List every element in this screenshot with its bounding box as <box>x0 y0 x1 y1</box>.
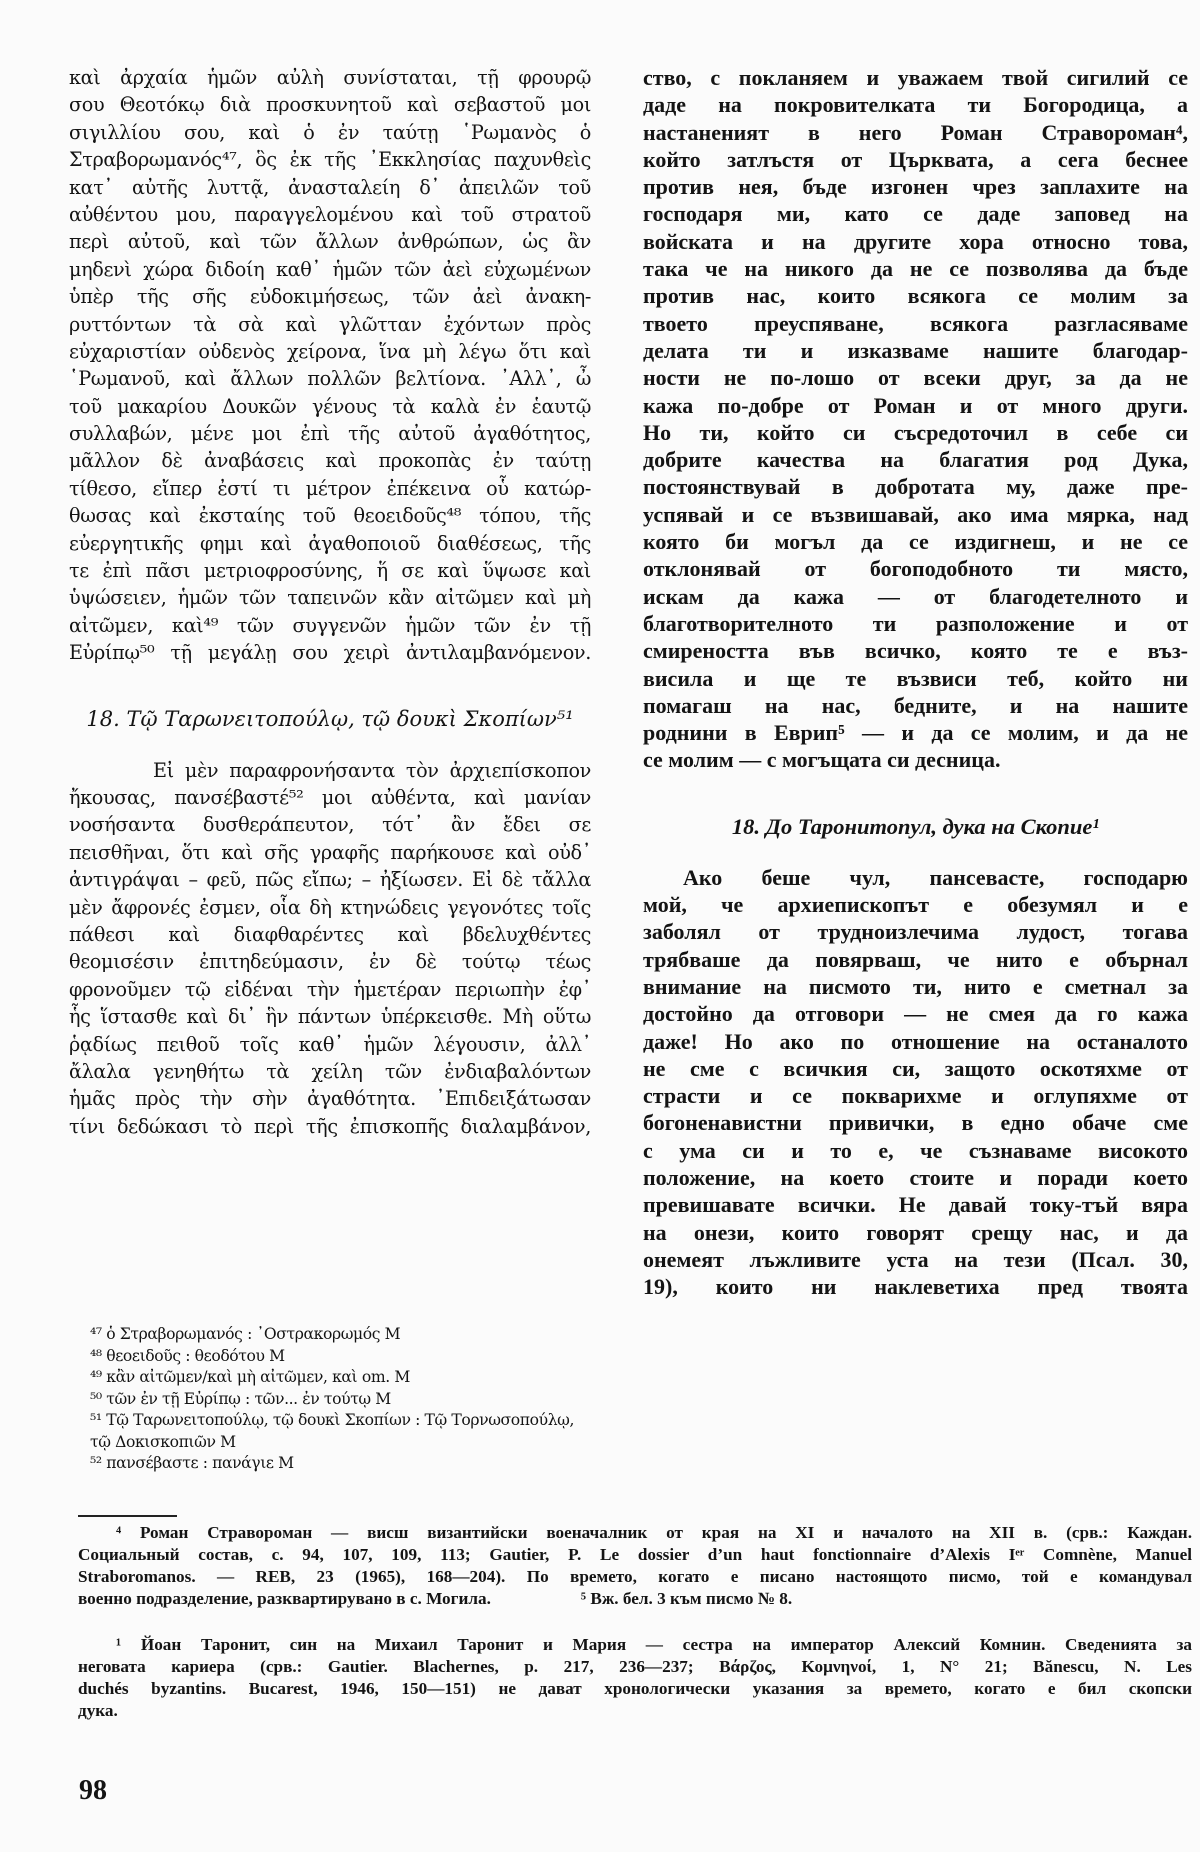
footnote-line: ¹ Йоан Таронит, син на Михаил Таронит и Мария — сестра на император Алексий Комнин. Сведенията за <box>116 1635 1192 1654</box>
text-line: даже! Но ако по отношение на останалото <box>643 1028 1188 1054</box>
text-line: εὐεργητικῆς φημι καὶ ἀγαθοποιοῦ διαθέσεως, τῆς <box>69 531 591 555</box>
apparatus-entry: ⁴⁹ κἂν αἰτῶμεν/καὶ μὴ αἰτῶμεν, καὶ om. M <box>90 1368 410 1386</box>
text-line: Но ти, който си съсредоточил в себе си <box>643 419 1188 445</box>
text-line: страсти и се покварихме и оглупяхме от <box>643 1083 1188 1109</box>
footnote-5: ⁵ Вж. бел. 3 към писмо № 8. <box>580 1589 793 1608</box>
greek-letter-body <box>69 757 591 1140</box>
text-line: отклонявай от богоподобното ти място, <box>643 556 1188 582</box>
greek-section-heading: 18. Τῷ Ταρωνειτοπούλῳ, τῷ δουκὶ Σκοπίων⁵¹ <box>86 706 574 731</box>
text-line: благотворителното ти разположение и от <box>643 610 1188 636</box>
bulgarian-column <box>643 64 1188 1300</box>
text-line: господаря ми, като се даде заповед на <box>643 201 1188 227</box>
text-line: 19), които ни наклеветиха пред твоята <box>643 1274 1188 1300</box>
text-line: τε ἐπὶ πᾶσι μετριοφροσύνης, ἥ σε καὶ ὕψωσε καὶ <box>69 559 591 583</box>
text-line: σου Θεοτόκῳ διὰ προσκυνητοῦ καὶ σεβαστοῦ μοι <box>69 93 591 117</box>
bulgarian-letter-body <box>643 864 1188 1301</box>
text-line: θωσας καὶ ἐκσταίης τοῦ θεοειδοῦς⁴⁸ τόπου, τῆς <box>69 504 591 528</box>
footnote-line <box>78 1588 1192 1610</box>
text-line: кажа по-добре от Роман и от много други. <box>643 392 1188 418</box>
bulgarian-section-heading: 18. До Таронитопул, дука на Скопие¹ <box>731 813 1100 839</box>
text-line: смиреността във всичко, която те е въз- <box>643 638 1188 664</box>
footnote-line: Straboromanos. — REB, 23 (1965), 168—204). По времето, когато е писано настоящото писмо, той е командувал <box>78 1567 1192 1586</box>
text-line: мой, че архиепископът е обезумял и е <box>643 892 1188 918</box>
text-line: αἰτῶμεν, καὶ⁴⁹ τῶν συγγενῶν ἡμῶν τῶν ἐν τῇ <box>69 613 591 637</box>
text-line: θεομισέσιν ἐπιτηδεύμασιν, ἐν δὲ τούτῳ τέως <box>69 950 591 974</box>
text-line: Εὐρίπῳ⁵⁰ τῇ μεγάλῃ σου χειρὶ ἀντιλαμβανόμενον. <box>69 641 591 665</box>
text-line: ὑψώσειεν, ἡμῶν τῶν ταπεινῶν κἂν αἰτῶμεν καὶ μὴ <box>69 586 591 610</box>
text-line: κατ᾿ αὐτῆς λυττᾷ, ἀνασταλείη δ᾿ ἀπειλῶν τοῦ <box>69 175 591 199</box>
page-number: 98 <box>79 1775 107 1806</box>
bulgarian-continuation <box>643 64 1188 774</box>
text-line: превишавате всички. Не давай току-тъй вяра <box>643 1192 1188 1218</box>
text-line: αὐθέντου μου, παραγγελομένου καὶ τοῦ στρατοῦ <box>69 202 591 226</box>
apparatus-entry: ⁵² πανσέβαστε : πανάγιε M <box>90 1454 294 1472</box>
text-line: πάθεσι καὶ διαφθαρέντες καὶ βδελυχθέντες <box>69 922 591 946</box>
footnote-line: дука. <box>78 1701 118 1720</box>
text-line: εὐχαριστίαν οὐδενὸς χείρονα, ἵνα μὴ λέγω ὅτι καὶ <box>69 339 591 363</box>
text-line: πεισθῆναι, ὅτι καὶ σῆς γραφῆς παρήκουσε καὶ οὐδ᾿ <box>69 840 591 864</box>
text-line: положение, на което стоите и поради което <box>643 1164 1188 1190</box>
footnote-line: ⁴ Роман Страворoман — висш византийски военачалник от края на XI и началото на XII в. (срв.: Каждан. <box>116 1523 1192 1542</box>
text-line: трябваше да повярваш, че нито е обърнал <box>643 946 1188 972</box>
greek-apparatus <box>90 1324 650 1475</box>
text-line: онемеят лъжливите уста на тези (Псал. 30, <box>643 1246 1188 1272</box>
text-line: ὑπὲρ τῆς σῆς εὐδοκιμήσεως, τῶν ἀεὶ ἀνακη- <box>69 285 591 309</box>
text-line: ности не по-лошо от всеки друг, за да не <box>643 365 1188 391</box>
text-line: така че на никого да не се позволява да бъде <box>643 256 1188 282</box>
text-line: ἧς ἵστασθε καὶ δι᾿ ἣν πάντων ὑπέρκεισθε. Μὴ οὕτω <box>69 1005 591 1029</box>
text-line: ἀντιγράψαι – φεῦ, πῶς εἴπω; – ἠξίωσεν. Εἰ δὲ τἄλλα <box>69 868 591 892</box>
text-line: даде на покровителката ти Богородица, а <box>643 92 1188 118</box>
text-line: ство, с покланяем и уважаем твой сигилий се <box>643 65 1188 90</box>
apparatus-entry: ⁴⁷ ὁ Στραβορωμανός : ᾿Οστρακορωμός M <box>90 1325 401 1343</box>
text-line: се молим — с могъщата си десница. <box>643 747 1001 773</box>
text-line: войската и на другите хора относно това, <box>643 228 1188 254</box>
text-line: който затлъстя от Църквата, а сега беснее <box>643 146 1188 172</box>
text-line: богоненавистни привички, в едно обаче сме <box>643 1110 1188 1136</box>
text-line: τοῦ μακαρίου Δουκῶν γένους τὰ καλὰ ἐν ἑαυτῷ <box>69 394 591 418</box>
text-line: περὶ αὐτοῦ, καὶ τῶν ἄλλων ἀνθρώπων, ὡς ἂν <box>69 230 591 254</box>
text-line: делата ти и изказваме нашите благодар- <box>643 337 1188 363</box>
text-line: заболял от трудноизлечима лудост, тогава <box>643 919 1188 945</box>
apparatus-entry: ⁴⁸ θεοειδοῦς : θεοδότου M <box>90 1346 285 1365</box>
text-line: роднини в Еврип⁵ — и да се молим, и да не <box>643 720 1188 746</box>
text-line: τίθεσο, εἴπερ ἐστί τι μέτρον ἐπέκεινα οὗ κατώρ- <box>69 476 591 500</box>
footnote-1 <box>78 1634 1192 1722</box>
text-line: ρυττόντων τὰ σὰ καὶ γλῶτταν ἐχόντων πρὸς <box>69 312 591 336</box>
text-line: νοσήσαντα δυσθεράπευτον, τότ᾿ ἂν ἔδει σε <box>69 813 591 837</box>
text-line: внимание на писмото ти, нито е сметнал за <box>643 973 1188 999</box>
text-line: Εἰ μὲν παραφρονήσαντα τὸν ἀρχιεπίσκοπον <box>153 758 591 782</box>
text-line: τίνι δεδώκασι τὸ περὶ τῆς ἐπισκοπῆς διαλαμβάνον, <box>69 1114 591 1138</box>
text-line: против нея, бъде изгонен чрез заплахите на <box>643 174 1188 200</box>
text-line: успявай и се възвишавай, ако има мярка, над <box>643 501 1188 527</box>
footnote-4 <box>78 1522 1192 1610</box>
text-line: Στραβορωμανός⁴⁷, ὃς ἐκ τῆς ᾿Εκκλησίας παχυνθεὶς <box>69 148 591 172</box>
text-line: искам да кажа — от благодетелното и <box>643 583 1188 609</box>
footnote-line: неговата кариера (срв.: Gautier. Blachernes, p. 217, 236—237; Βάρζος, Κομνηνοί, 1, N° 21; Bănescu, N. Les <box>78 1657 1192 1676</box>
text-line: ἤκουσας, πανσέβαστέ⁵² μοι αὐθέντα, καὶ μανίαν <box>69 785 591 809</box>
text-line: συλλαβών, μένε μοι ἐπὶ τῆς αὐτοῦ ἀγαθότητος, <box>69 422 591 446</box>
greek-column <box>69 64 591 1140</box>
text-line: μηδενὶ χώρα διδοίη καθ᾿ ἡμῶν τῶν ἀεὶ εὐχωμένων <box>69 257 591 281</box>
text-line: с ума си и то е, че съзнаваме високото <box>643 1137 1188 1163</box>
text-line: ῾Ρωμανοῦ, καὶ ἄλλων πολλῶν βελτίονα. ᾿Αλλ᾿, ὦ <box>69 367 591 391</box>
text-line: ἡμᾶς πρὸς τὴν σὴν ἀγαθότητα. ᾿Επιδειξάτωσαν <box>69 1087 591 1111</box>
text-line: καὶ ἀρχαία ἡμῶν αὐλὴ συνίσταται, τῇ φρουρῷ <box>69 66 591 89</box>
text-line: ῥᾳδίως πειθοῦ τοῖς καθ᾿ ἡμῶν λέγουσιν, ἀλλ᾿ <box>69 1032 591 1056</box>
text-line: висила и ще те възвиси теб, който ни <box>643 665 1188 691</box>
apparatus-entry: τῷ Δοκισκοπιῶν M <box>90 1432 236 1451</box>
greek-continuation <box>69 64 591 667</box>
text-line: достойно да отговори — не смея да го кажа <box>643 1001 1188 1027</box>
footnote-separator <box>78 1515 177 1517</box>
apparatus-entry: ⁵¹ Τῷ Ταρωνειτοπούλῳ, τῷ δουκὶ Σκοπίων : Τῷ Τορνωσοπούλῳ, <box>90 1411 575 1429</box>
text-line: постоянствувай в добротата му, даже пре- <box>643 474 1188 500</box>
apparatus-entry: ⁵⁰ τῶν ἐν τῇ Εὐρίπῳ : τῶν... ἐν τούτῳ M <box>90 1389 391 1408</box>
text-line: ἄλαλα γενηθήτω τὰ χείλη τῶν ἐνδιαβαλόντων <box>69 1059 591 1083</box>
footnote-line: duchés byzantins. Bucarest, 1946, 150—151) не дават хронологически указания за времето, когато е бил скопски <box>78 1679 1192 1698</box>
footnote-line: Социальный состав, с. 94, 107, 109, 113; Gautier, P. Le dossier d’un haut fonctionnaire d’Alexis Iᵉʳ Comnène, Manuel <box>78 1545 1192 1564</box>
text-line: Ако беше чул, пансевасте, господарю <box>683 864 1188 890</box>
text-line: помагаш на нас, бедните, и на нашите <box>643 692 1188 718</box>
text-line: твоето преуспяване, всякога разгласяваме <box>643 310 1188 336</box>
text-line: φρονοῦμεν τῷ εἰδέναι τὴν ἡμετέραν περιωπὴν ἐφ᾿ <box>69 977 591 1001</box>
text-line: добрите качества на благатия род Дука, <box>643 447 1188 473</box>
text-line: μᾶλλον δὲ ἀναβάσεις καὶ προκοπὰς ἐν ταύτῃ <box>69 449 591 473</box>
text-line: която би могъл да се издигнеш, и не се <box>643 529 1188 555</box>
footnote-4-last-line: военно подразделение, разквартирувано в с. Могила. <box>78 1589 491 1608</box>
text-line: не сме с всичкия си, защото оскотяхме от <box>643 1055 1188 1081</box>
text-line: настаненият в него Роман Страворoман⁴, <box>643 119 1188 145</box>
text-line: против нас, които всякога се молим за <box>643 283 1188 309</box>
text-line: на онези, които говорят срещу нас, и да <box>643 1219 1188 1245</box>
text-line: σιγιλλίου σου, καὶ ὁ ἐν ταύτῃ ῾Ρωμανὸς ὁ <box>69 120 591 144</box>
text-line: μὲν ἄφρονές ἐσμεν, οἷα δὴ κτηνώδεις γεγονότες τοῖς <box>69 895 591 919</box>
